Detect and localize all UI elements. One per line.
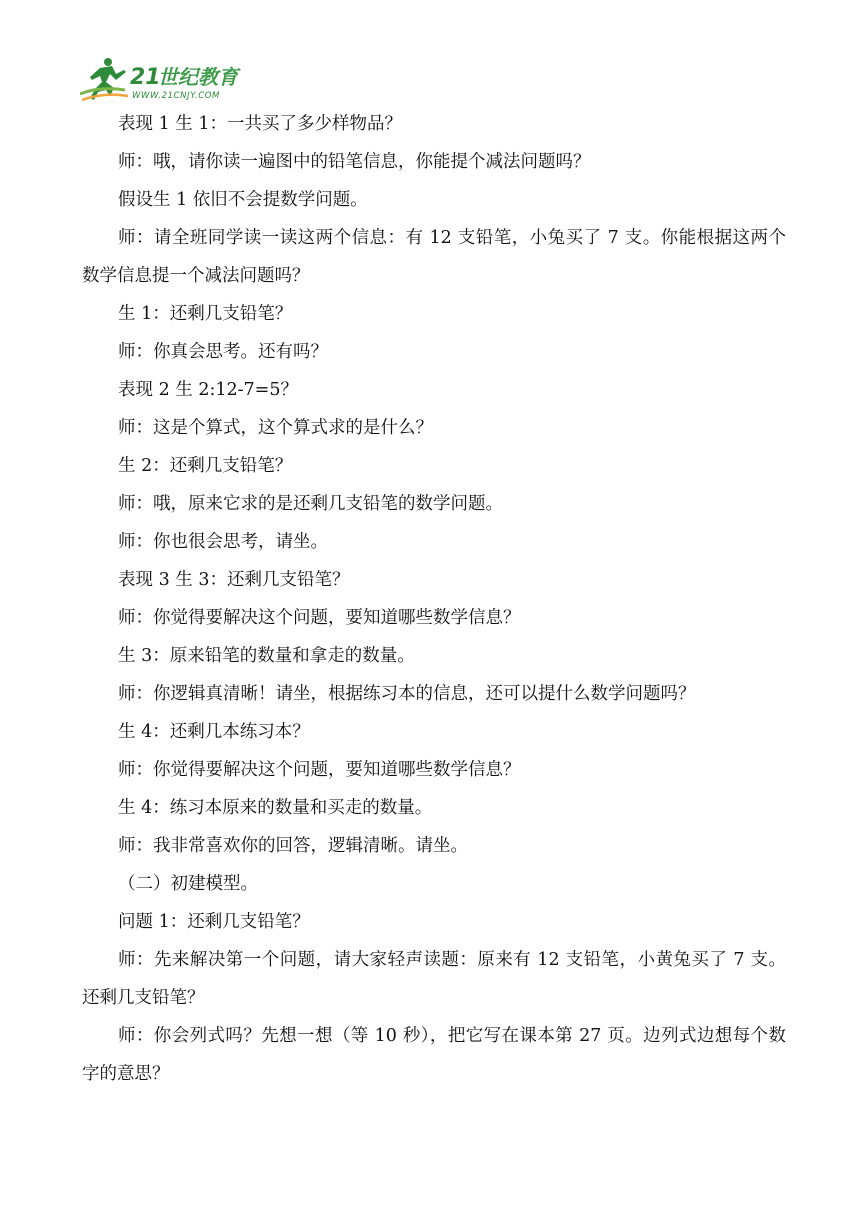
paragraph: 师：你也很会思考，请坐。 <box>118 532 328 552</box>
paragraph: 师：你觉得要解决这个问题，要知道哪些数学信息？ <box>118 608 521 628</box>
paragraph: 问题 1：还剩几支铅笔？ <box>118 912 310 932</box>
paragraph: 表现 1 生 1：一共买了多少样物品？ <box>118 114 402 134</box>
svg-text:WWW.21CNJY.COM: WWW.21CNJY.COM <box>132 91 220 101</box>
paragraph: 师：你会列式吗？先想一想（等 10 秒），把它写在课本第 27 页。边列式边想每个数字的意思？ <box>82 1026 786 1084</box>
paragraph: 表现 3 生 3：还剩几支铅笔？ <box>118 570 350 590</box>
paragraph: 师：你逻辑真清晰！请坐，根据练习本的信息，还可以提什么数学问题吗？ <box>118 684 696 704</box>
paragraph: 师：你真会思考。还有吗？ <box>118 342 328 362</box>
paragraph: 师：先来解决第一个问题，请大家轻声读题：原来有 12 支铅笔，小黄兔买了 7 支。还剩几支铅笔？ <box>82 950 786 1008</box>
paragraph: 表现 2 生 2:12-7=5？ <box>118 380 298 400</box>
paragraph: 生 1：还剩几支铅笔？ <box>118 304 293 324</box>
paragraph: 师：这是个算式，这个算式求的是什么？ <box>118 418 433 438</box>
paragraph: 生 2：还剩几支铅笔？ <box>118 456 293 476</box>
paragraph: 生 4：还剩几本练习本？ <box>118 722 310 742</box>
svg-text:世纪教育: 世纪教育 <box>158 65 238 89</box>
site-logo <box>80 56 255 106</box>
svg-text:21: 21 <box>130 65 161 90</box>
paragraph: 师：哦，原来它求的是还剩几支铅笔的数学问题。 <box>118 494 503 514</box>
paragraph: 生 3：原来铅笔的数量和拿走的数量。 <box>118 646 415 666</box>
document-body <box>82 105 786 1093</box>
paragraph: 假设生 1 依旧不会提数学问题。 <box>118 190 368 210</box>
paragraph: 师：你觉得要解决这个问题，要知道哪些数学信息？ <box>118 760 521 780</box>
paragraph: 师：哦，请你读一遍图中的铅笔信息，你能提个减法问题吗？ <box>118 152 591 172</box>
paragraph: 师：请全班同学读一读这两个信息：有 12 支铅笔，小兔买了 7 支。你能根据这两个数学信息提一个减法问题吗？ <box>82 228 786 286</box>
paragraph: （二）初建模型。 <box>118 874 258 894</box>
running-man-logo-icon <box>80 56 255 106</box>
paragraph: 师：我非常喜欢你的回答，逻辑清晰。请坐。 <box>118 836 468 856</box>
paragraph: 生 4：练习本原来的数量和买走的数量。 <box>118 798 433 818</box>
